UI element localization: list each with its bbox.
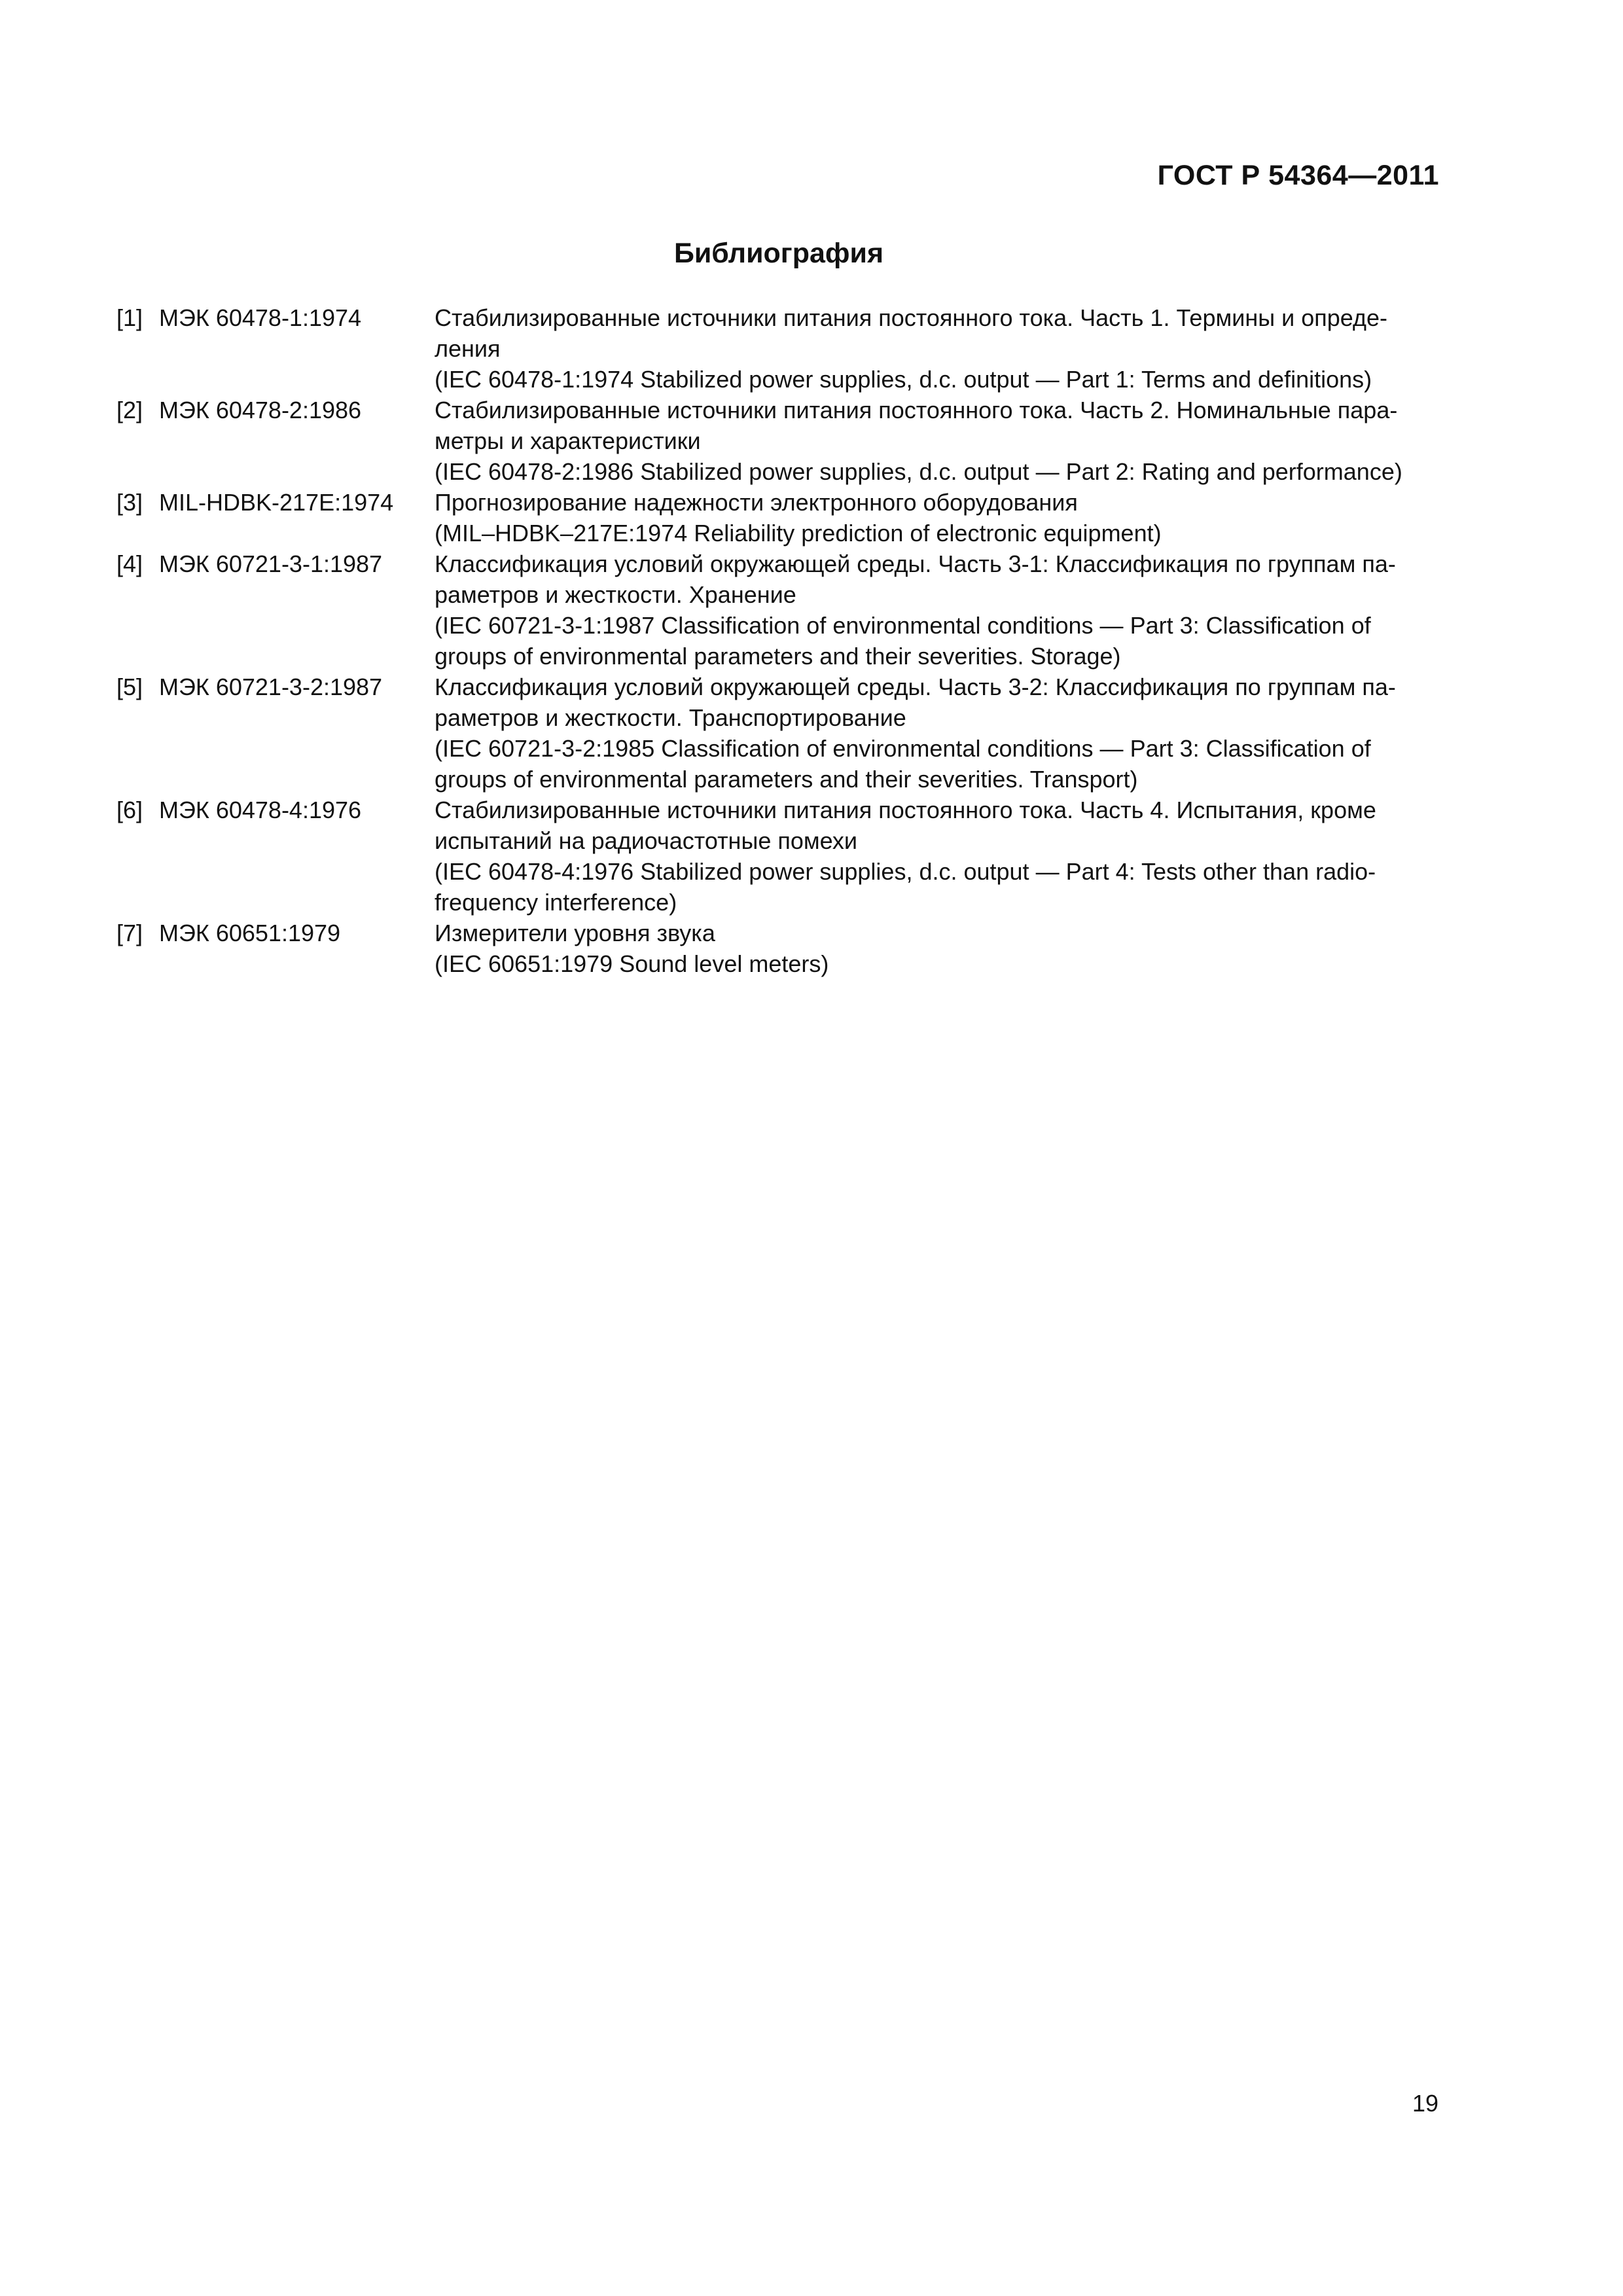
entry-description xyxy=(435,302,1445,395)
entry-description xyxy=(435,548,1445,672)
entry-number: [5] xyxy=(116,673,143,700)
entry-reference: МЭК 60478-4:1976 xyxy=(159,797,362,823)
bibliography-entry xyxy=(116,548,1445,672)
entry-number: [7] xyxy=(116,920,143,946)
entry-number: [6] xyxy=(116,797,143,823)
entry-text-line: (IEC 60721-3-2:1985 Classification of environmental conditions — Part 3: Classification of xyxy=(435,735,1371,762)
entry-text-line: (IEC 60478-1:1974 Stabilized power supplies, d.c. output — Part 1: Terms and definitions) xyxy=(435,366,1372,393)
entry-reference: МЭК 60721-3-2:1987 xyxy=(159,673,383,700)
entry-text-line: Измерители уровня звука xyxy=(435,920,715,946)
entry-text-line: метры и характеристики xyxy=(435,427,701,454)
entry-text-line: Классификация условий окружающей среды. Часть 3-1: Классификация по группам па- xyxy=(435,550,1396,577)
entry-reference: МЭК 60478-2:1986 xyxy=(159,397,362,423)
entry-description xyxy=(435,918,1445,979)
entry-text-line: Прогнозирование надежности электронного оборудования xyxy=(435,489,1078,516)
standard-code: ГОСТ Р 54364—2011 xyxy=(1157,160,1439,191)
entry-description xyxy=(435,795,1445,918)
entry-text-line: испытаний на радиочастотные помехи xyxy=(435,827,857,854)
bibliography-entry xyxy=(116,302,1445,395)
page-title: Библиография xyxy=(673,238,884,269)
bibliography-entry xyxy=(116,487,1445,548)
entry-text-line: Стабилизированные источники питания постоянного тока. Часть 2. Номинальные пара- xyxy=(435,397,1398,423)
entry-text-line: (IEC 60721-3-1:1987 Classification of environmental conditions — Part 3: Classification of xyxy=(435,612,1371,639)
entry-reference: MIL-HDBK-217E:1974 xyxy=(159,489,394,516)
bibliography-entry xyxy=(116,395,1445,487)
entry-text-line: groups of environmental parameters and their severities. Storage) xyxy=(435,643,1121,670)
entry-text-line: (IEC 60651:1979 Sound level meters) xyxy=(435,950,829,977)
entry-reference: МЭК 60721-3-1:1987 xyxy=(159,550,383,577)
entry-text-line: (MIL–HDBK–217E:1974 Reliability prediction of electronic equipment) xyxy=(435,520,1162,547)
entry-text-line: ления xyxy=(435,335,501,362)
bibliography-entry xyxy=(116,918,1445,979)
bibliography-entry xyxy=(116,795,1445,918)
entry-number: [3] xyxy=(116,489,143,516)
entry-text-line: Стабилизированные источники питания постоянного тока. Часть 1. Термины и опреде- xyxy=(435,304,1387,331)
page-number: 19 xyxy=(1412,2090,1438,2117)
entry-text-line: groups of environmental parameters and their severities. Transport) xyxy=(435,766,1138,793)
entry-description xyxy=(435,395,1445,487)
entry-text-line: раметров и жесткости. Хранение xyxy=(435,581,796,608)
entry-text-line: frequency interference) xyxy=(435,889,677,916)
entry-text-line: раметров и жесткости. Транспортирование xyxy=(435,704,906,731)
entry-description xyxy=(435,487,1445,548)
entry-number: [1] xyxy=(116,304,143,331)
entry-description xyxy=(435,672,1445,795)
entry-text-line: Стабилизированные источники питания постоянного тока. Часть 4. Испытания, кроме xyxy=(435,797,1376,823)
entry-reference: МЭК 60651:1979 xyxy=(159,920,341,946)
bibliography-entry xyxy=(116,672,1445,795)
entry-text-line: Классификация условий окружающей среды. Часть 3-2: Классификация по группам па- xyxy=(435,673,1396,700)
entry-number: [4] xyxy=(116,550,143,577)
entry-text-line: (IEC 60478-4:1976 Stabilized power supplies, d.c. output — Part 4: Tests other than radio- xyxy=(435,858,1376,885)
entry-text-line: (IEC 60478-2:1986 Stabilized power supplies, d.c. output — Part 2: Rating and performance) xyxy=(435,458,1402,485)
entry-number: [2] xyxy=(116,397,143,423)
bibliography-list xyxy=(116,302,1445,979)
entry-reference: МЭК 60478-1:1974 xyxy=(159,304,362,331)
